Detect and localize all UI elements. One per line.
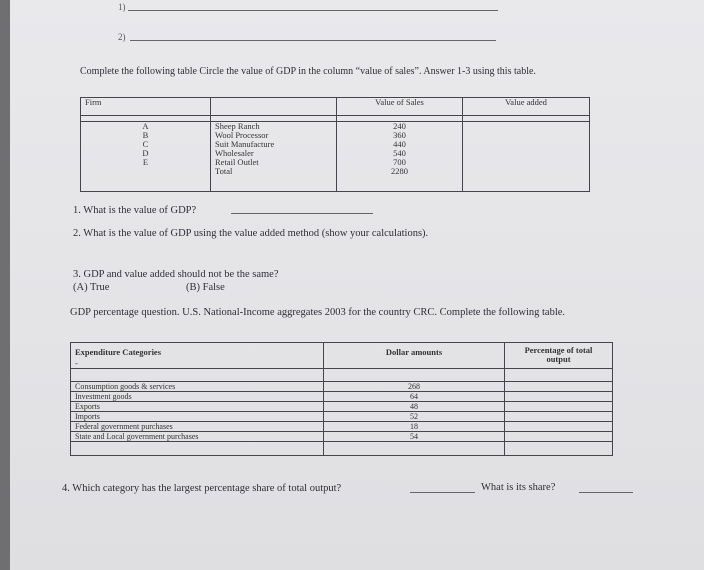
expenditure-header-row (71, 343, 613, 369)
answer-line-gdp[interactable] (231, 213, 373, 214)
dollar-amounts-header: Dollar amounts (324, 343, 505, 369)
sales-column[interactable] (337, 122, 463, 192)
option-true[interactable]: (A) True (73, 282, 110, 293)
category-cell: Federal government purchases (71, 422, 324, 432)
answer-line-category[interactable] (410, 492, 475, 493)
expenditure-row (71, 422, 613, 432)
percentage-cell[interactable] (505, 442, 613, 456)
worksheet-page (10, 0, 704, 570)
sales-header: Value of Sales (337, 98, 463, 116)
table-header-row (81, 98, 590, 116)
name-cell: Sheep Ranch (215, 121, 260, 131)
table-data-row (81, 122, 590, 192)
sales-cell[interactable]: 540 (393, 148, 406, 158)
category-cell: State and Local government purchases (71, 432, 324, 442)
percentage-cell[interactable] (505, 392, 613, 402)
question-share: What is its share? (481, 482, 556, 493)
sales-cell[interactable]: 360 (393, 130, 406, 140)
expenditure-row (71, 412, 613, 422)
name-cell: Wholesaler (215, 148, 254, 158)
amount-cell: 18 (324, 422, 505, 432)
expenditure-spacer-row (71, 369, 613, 382)
value-added-column[interactable] (463, 122, 590, 192)
name-cell: Retail Outlet (215, 157, 259, 167)
name-cell: Suit Manufacture (215, 139, 275, 149)
amount-cell: 268 (324, 382, 505, 392)
sales-cell[interactable]: 440 (393, 139, 406, 149)
expenditure-table (70, 342, 613, 456)
category-cell: Imports (71, 412, 324, 422)
question-largest-share: 4. Which category has the largest percentage share of total output? (62, 483, 342, 494)
question-gdp-vs-value-added: 3. GDP and value added should not be the same? (73, 269, 279, 280)
percentage-cell[interactable] (505, 402, 613, 412)
firm-cell: E (142, 157, 149, 167)
name-column (211, 122, 337, 192)
amount-cell: 48 (324, 402, 505, 412)
table-instructions: Complete the following table Circle the value of GDP in the column “value of sales”. Answer 1-3 using this table. (80, 66, 536, 77)
gdp-percentage-instructions: GDP percentage question. U.S. National-Income aggregates 2003 for the country CRC. Complete the following table. (70, 307, 566, 318)
option-false[interactable]: (B) False (186, 282, 225, 293)
dash-mark: - (75, 358, 78, 368)
answer-line-share[interactable] (579, 492, 633, 493)
expenditure-row (71, 382, 613, 392)
expenditure-row (71, 402, 613, 412)
name-cell-total: Total (215, 166, 233, 176)
question-1-label: 1) (118, 2, 126, 12)
category-cell: Consumption goods & services (71, 382, 324, 392)
amount-cell: 52 (324, 412, 505, 422)
expenditure-category-header: Expenditure Categories - (71, 343, 324, 369)
answer-line-2[interactable] (130, 40, 496, 41)
percentage-cell[interactable] (505, 432, 613, 442)
percentage-cell[interactable] (505, 422, 613, 432)
expenditure-total-row (71, 442, 613, 456)
firm-cell: C (142, 139, 149, 149)
question-gdp-value: 1. What is the value of GDP? (73, 205, 197, 216)
percentage-cell[interactable] (505, 382, 613, 392)
sales-cell-total[interactable]: 2280 (391, 166, 408, 176)
category-cell: Exports (71, 402, 324, 412)
expenditure-row (71, 392, 613, 402)
category-cell: Investment goods (71, 392, 324, 402)
expenditure-row (71, 432, 613, 442)
value-of-sales-table (80, 97, 590, 192)
answer-line-1[interactable] (128, 10, 498, 11)
percentage-cell[interactable] (505, 412, 613, 422)
firm-cell: D (142, 148, 149, 158)
firm-cell: B (142, 130, 149, 140)
firm-column (81, 122, 211, 192)
percentage-header: Percentage of total output (505, 343, 613, 369)
sales-cell[interactable]: 700 (393, 157, 406, 167)
value-added-header: Value added (463, 98, 590, 116)
question-value-added: 2. What is the value of GDP using the value added method (show your calculations). (73, 228, 429, 239)
firm-cell: A (142, 121, 149, 131)
question-2-label: 2) (118, 32, 126, 42)
name-cell: Wool Processor (215, 130, 269, 140)
name-header (211, 98, 337, 116)
firm-header: Firm (81, 98, 211, 116)
amount-cell: 54 (324, 432, 505, 442)
sales-cell[interactable]: 240 (393, 121, 406, 131)
amount-cell: 64 (324, 392, 505, 402)
